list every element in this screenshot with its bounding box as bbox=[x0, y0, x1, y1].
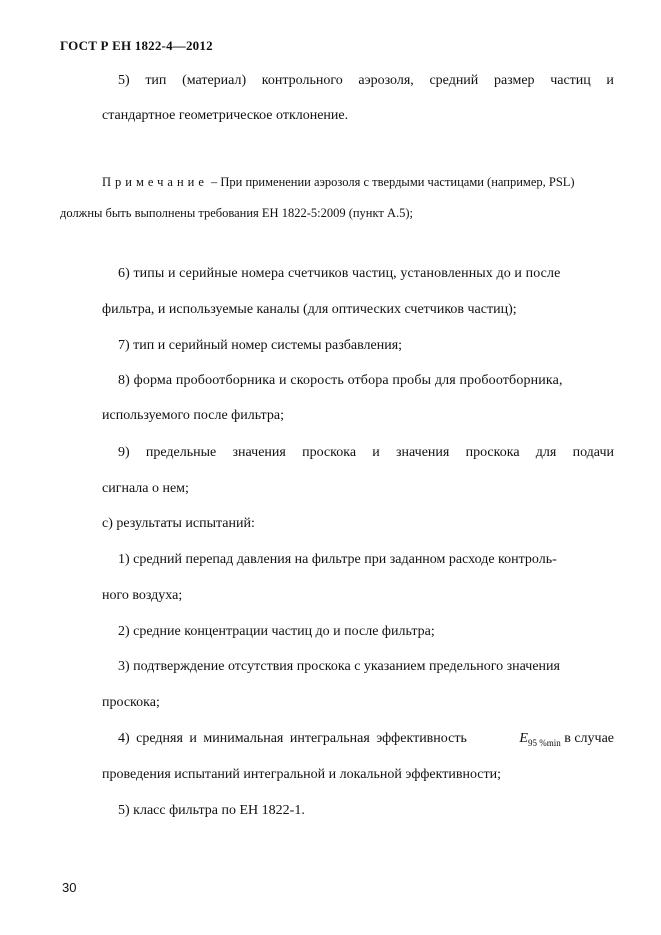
result-4-line-2: проведения испытаний интегральной и локальной эффективности; bbox=[102, 767, 501, 782]
word: размер bbox=[493, 73, 535, 88]
word: предельные bbox=[145, 445, 217, 460]
note-line-1 bbox=[102, 173, 575, 191]
word: контрольного bbox=[261, 73, 343, 88]
item-8-line-2: используемого после фильтра; bbox=[102, 408, 284, 423]
section-c-heading: с) результаты испытаний: bbox=[102, 516, 255, 531]
note-label: Примечание bbox=[102, 175, 208, 189]
word: 9) bbox=[118, 445, 130, 460]
efficiency-symbol: $E_{95 \%min}$ в случае bbox=[519, 731, 614, 748]
item-8-line-1: 8) форма пробоотборника и скорость отбора пробы для пробоотборника, bbox=[118, 373, 563, 388]
word: подачи bbox=[572, 445, 614, 460]
word: значения bbox=[396, 445, 450, 460]
word: проскока bbox=[302, 445, 357, 460]
result-1-line-1: 1) средний перепад давления на фильтре при заданном расходе контроль- bbox=[118, 552, 557, 567]
result-4-line-1 bbox=[118, 730, 614, 752]
word: значения bbox=[232, 445, 286, 460]
item-6-line-1: 6) типы и серийные номера счетчиков частиц, установленных до и после bbox=[118, 266, 561, 281]
word: средний bbox=[429, 73, 479, 88]
item-7: 7) тип и серийный номер системы разбавления; bbox=[118, 338, 403, 353]
item-9-line-1 bbox=[118, 444, 614, 462]
note-line-2: должны быть выполнены требования ЕН 1822-5:2009 (пункт А.5); bbox=[60, 206, 414, 220]
item-9-line-2: сигнала о нем; bbox=[102, 481, 189, 496]
result-2: 2) средние концентрации частиц до и после фильтра; bbox=[118, 624, 435, 639]
word: для bbox=[535, 445, 557, 460]
note-text: – При применении аэрозоля с твердыми частицами (например, PSL) bbox=[207, 175, 575, 189]
word: (материал) bbox=[182, 73, 247, 88]
item-5-line-2: стандартное геометрическое отклонение. bbox=[102, 108, 349, 123]
result-1-line-2: ного воздуха; bbox=[102, 588, 183, 603]
item-5-line-1 bbox=[118, 72, 614, 90]
word: частиц bbox=[550, 73, 591, 88]
result-4-text: 4) средняя и минимальная интегральная эффективность bbox=[118, 731, 467, 746]
result-3-line-1: 3) подтверждение отсутствия проскока с указанием предельного значения bbox=[118, 659, 560, 674]
word: аэрозоля, bbox=[358, 73, 414, 88]
word: 5) bbox=[118, 73, 130, 88]
word: и bbox=[372, 445, 380, 460]
word: и bbox=[606, 73, 614, 88]
document-header: ГОСТ Р ЕН 1822-4—2012 bbox=[60, 38, 213, 53]
result-3-line-2: проскока; bbox=[102, 695, 160, 710]
item-6-line-2: фильтра, и используемые каналы (для оптических счетчиков частиц); bbox=[102, 302, 517, 317]
word: проскока bbox=[465, 445, 520, 460]
result-5: 5) класс фильтра по ЕН 1822-1. bbox=[118, 803, 305, 818]
page-number: 30 bbox=[62, 880, 77, 895]
word: тип bbox=[145, 73, 167, 88]
